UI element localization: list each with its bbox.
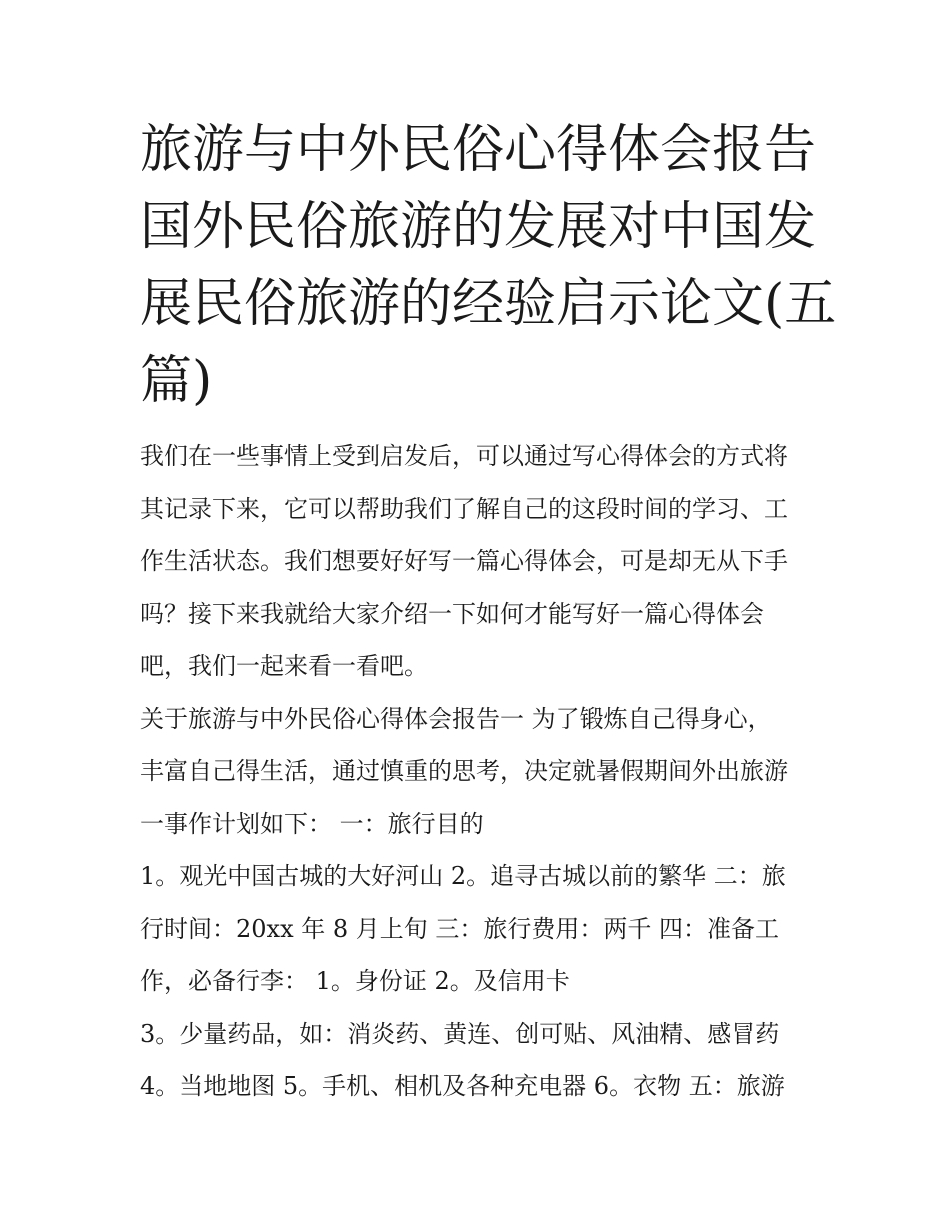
body-line: 4。当地地图 5。手机、相机及各种充电器 6。衣物 五：旅游 [140, 1072, 785, 1100]
body-line: 一事作计划如下： 一：旅行目的 [140, 809, 484, 838]
title-line: 篇) [140, 351, 213, 411]
body-line: 行时间：20xx 年 8 月上旬 三：旅行费用：两千 四：准备工 [140, 914, 780, 943]
body-line: 吗？接下来我就给大家介绍一下如何才能写好一篇心得体会 [140, 599, 764, 628]
body-line: 关于旅游与中外民俗心得体会报告一 为了锻炼自己得身心， [140, 704, 772, 733]
body-line: 作生活状态。我们想要好好写一篇心得体会，可是却无从下手 [140, 547, 788, 575]
title-line: 旅游与中外民俗心得体会报告 [140, 120, 817, 180]
body-line: 作，必备行李： 1。身份证 2。及信用卡 [140, 967, 570, 995]
body-line: 吧，我们一起来看一看吧。 [140, 652, 428, 680]
title-line: 展民俗旅游的经验启示论文(五 [140, 274, 837, 334]
title-line: 国外民俗旅游的发展对中国发 [140, 197, 817, 257]
document-title [140, 112, 837, 420]
body-line: 3。少量药品，如：消炎药、黄连、创可贴、风油精、感冒药 [140, 1019, 780, 1048]
body-line: 其记录下来，它可以帮助我们了解自己的这段时间的学习、工 [140, 494, 788, 523]
body-line: 丰富自己得生活，通过慎重的思考，决定就暑假期间外出旅游 [140, 757, 788, 785]
document-body [140, 430, 830, 1113]
body-line: 1。观光中国古城的大好河山 2。追寻古城以前的繁华 二：旅 [140, 862, 786, 890]
body-line: 我们在一些事情上受到启发后，可以通过写心得体会的方式将 [140, 442, 788, 470]
